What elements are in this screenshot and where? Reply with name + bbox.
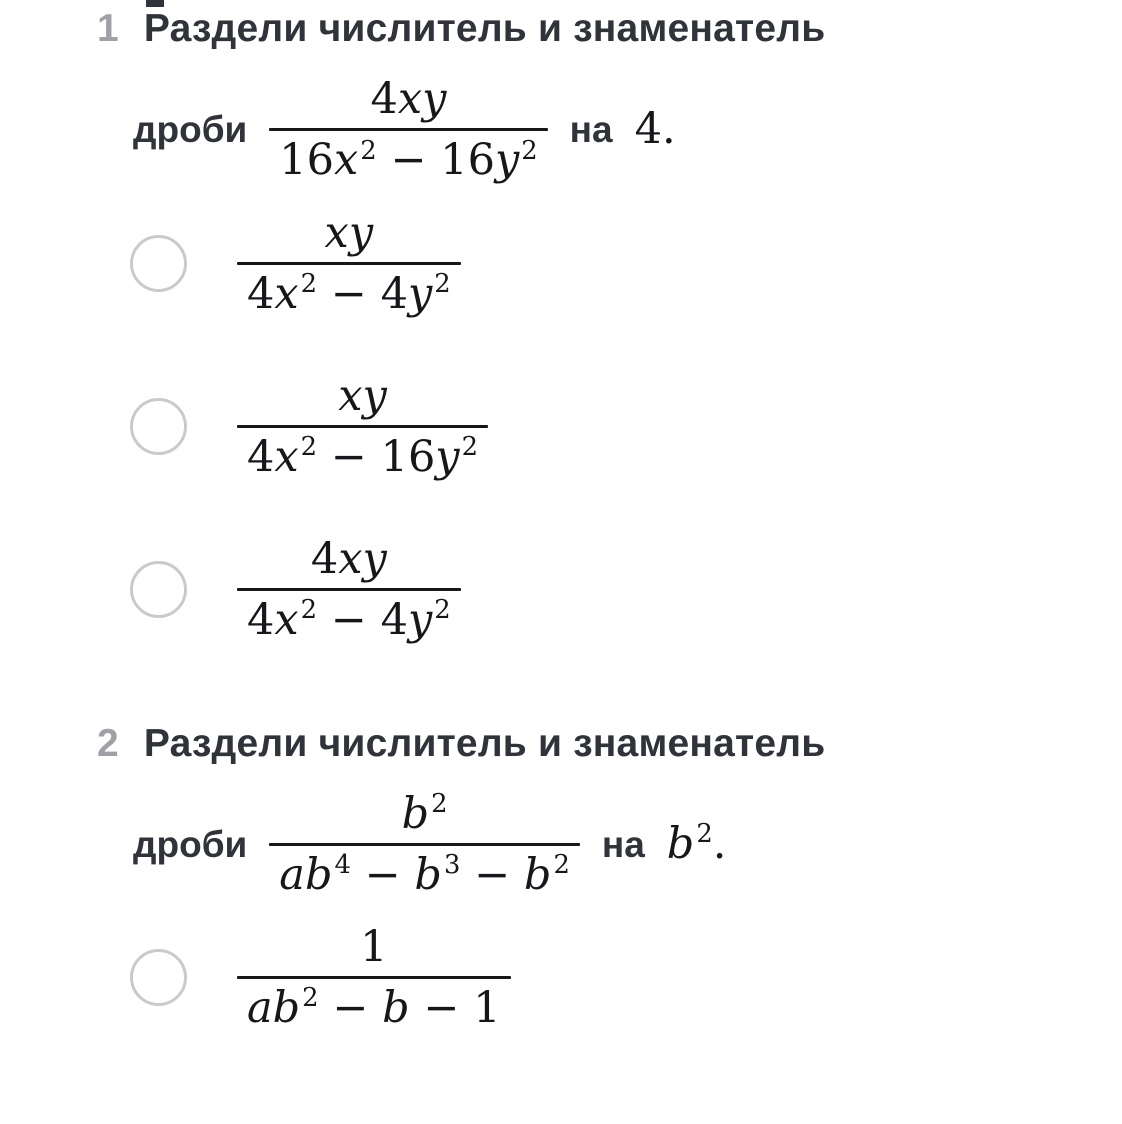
- fraction-bar: [237, 425, 488, 428]
- statement-word-drobi: дроби: [133, 824, 248, 866]
- radio-button-icon[interactable]: [130, 949, 187, 1006]
- fraction-numerator: xy: [324, 207, 374, 258]
- fraction-denominator: $ab^4 - b^3 - b^2$: [279, 850, 570, 901]
- divisor-value: $b^2$.: [666, 819, 727, 870]
- answer-option-1-3[interactable]: [130, 535, 461, 644]
- question-1-header: [0, 8, 1122, 49]
- question-number: 2: [97, 721, 119, 765]
- statement-fraction: [269, 75, 547, 184]
- option-fraction: [237, 372, 488, 481]
- divisor-value: 4.: [634, 104, 676, 155]
- fraction-denominator: $4x^2 - 4y^2$: [247, 268, 451, 319]
- fraction-numerator: 4xy: [370, 74, 447, 125]
- fraction-denominator: $ab^2 - b - 1$: [247, 983, 501, 1034]
- question-number: 1: [97, 7, 119, 50]
- question-title: Раздели числитель и знаменатель: [143, 7, 826, 50]
- answer-option-2-1[interactable]: [130, 923, 511, 1032]
- fraction-numerator: xy: [338, 370, 387, 421]
- answer-option-1-2[interactable]: [130, 372, 488, 481]
- statement-word-na: на: [569, 109, 613, 151]
- option-fraction: [237, 535, 461, 644]
- fraction-numerator: 1: [360, 922, 388, 973]
- fraction-bar: [269, 843, 580, 846]
- radio-button-icon[interactable]: [130, 398, 187, 455]
- fraction-bar: [237, 588, 461, 591]
- fraction-denominator: $4x^2 - 4y^2$: [247, 595, 451, 646]
- fraction-numerator: $b^2$: [401, 788, 448, 839]
- statement-fraction: [269, 790, 580, 899]
- fraction-bar: [237, 976, 511, 979]
- statement-word-drobi: дроби: [133, 109, 248, 151]
- question-2: [0, 723, 1122, 1033]
- question-2-header: [0, 723, 1122, 764]
- question-1-statement: [133, 75, 1122, 184]
- option-fraction: [237, 923, 511, 1032]
- fraction-denominator: $4x^2 - 16y^2$: [247, 432, 479, 483]
- question-2-options: [130, 923, 1122, 1032]
- fraction-bar: [269, 128, 547, 131]
- statement-word-na: на: [601, 824, 645, 866]
- question-title: Раздели числитель и знаменатель: [143, 721, 826, 765]
- question-1-options: [130, 209, 1122, 645]
- radio-button-icon[interactable]: [130, 561, 187, 618]
- fraction-denominator: $16x^2 - 16y^2$: [279, 135, 538, 186]
- radio-button-icon[interactable]: [130, 235, 187, 292]
- option-fraction: [237, 209, 461, 318]
- fraction-bar: [237, 262, 461, 265]
- answer-option-1-1[interactable]: [130, 209, 461, 318]
- fraction-numerator: 4xy: [310, 534, 387, 585]
- question-2-statement: [133, 790, 1122, 899]
